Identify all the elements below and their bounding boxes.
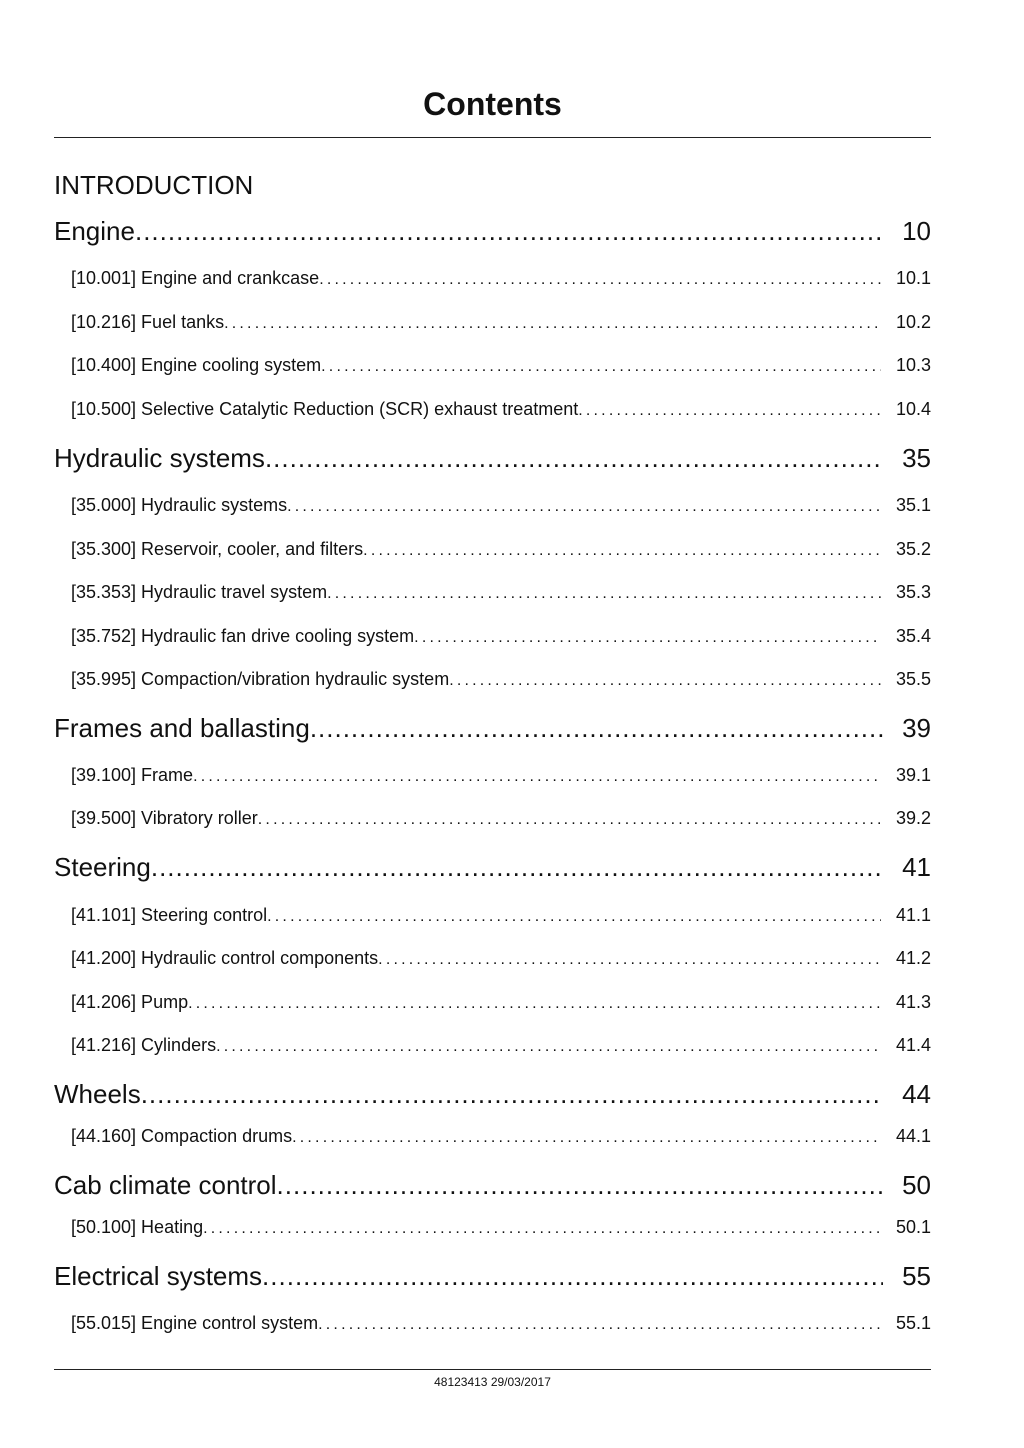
toc-section-label: [10.001] Engine and crankcase — [71, 268, 320, 288]
toc-chapter-page: 10 — [902, 216, 931, 246]
toc-chapter-frames-and-ballasting[interactable] — [54, 713, 931, 744]
toc-section-page: 41.1 — [895, 905, 931, 925]
toc-section-35-752[interactable] — [71, 626, 931, 647]
toc-section-label: [41.101] Steering control — [71, 905, 268, 925]
toc-section-page: 35.1 — [895, 495, 931, 515]
toc-chapter-page: 44 — [902, 1079, 931, 1109]
dot-leader — [193, 768, 881, 786]
dot-leader — [414, 629, 881, 647]
dot-leader — [321, 358, 881, 376]
title-divider — [54, 137, 931, 138]
toc-section-44-160[interactable] — [71, 1126, 931, 1147]
dot-leader — [135, 216, 883, 247]
toc-section-label: [35.995] Compaction/vibration hydraulic system — [71, 669, 450, 689]
toc-section-label: [10.216] Fuel tanks — [71, 312, 225, 332]
toc-section-55-015[interactable] — [71, 1313, 931, 1334]
toc-section-35-353[interactable] — [71, 582, 931, 603]
toc-section-label: [50.100] Heating — [71, 1217, 204, 1237]
dot-leader — [265, 443, 883, 474]
toc-chapter-label: Frames and ballasting — [54, 713, 310, 743]
dot-leader — [318, 1316, 881, 1334]
dot-leader — [277, 1170, 883, 1201]
toc-section-page: 35.2 — [895, 539, 931, 559]
dot-leader — [292, 1129, 881, 1147]
toc-section-39-100[interactable] — [71, 765, 931, 786]
toc-section-35-000[interactable] — [71, 495, 931, 516]
toc-section-label: [44.160] Compaction drums — [71, 1126, 293, 1146]
toc-chapter-cab-climate-control[interactable] — [54, 1170, 931, 1201]
toc-section-label: [35.752] Hydraulic fan drive cooling system — [71, 626, 415, 646]
dot-leader — [310, 713, 883, 744]
toc-chapter-steering[interactable] — [54, 852, 931, 883]
toc-section-41-216[interactable] — [71, 1035, 931, 1056]
toc-section-label: [10.400] Engine cooling system — [71, 355, 322, 375]
dot-leader — [327, 585, 881, 603]
toc-section-page: 44.1 — [895, 1126, 931, 1146]
toc-section-label: [10.500] Selective Catalytic Reduction (SCR) exhaust treatment — [71, 399, 579, 419]
toc-section-page: 10.4 — [895, 399, 931, 419]
toc-section-label: [41.216] Cylinders — [71, 1035, 217, 1055]
toc-section-50-100[interactable] — [71, 1217, 931, 1238]
dot-leader — [262, 1261, 883, 1292]
toc-chapter-wheels[interactable] — [54, 1079, 931, 1110]
toc-section-label: [55.015] Engine control system — [71, 1313, 319, 1333]
toc-section-page: 50.1 — [895, 1217, 931, 1237]
toc-section-page: 41.4 — [895, 1035, 931, 1055]
dot-leader — [188, 995, 881, 1013]
toc-chapter-page: 35 — [902, 443, 931, 473]
dot-leader — [449, 672, 881, 690]
dot-leader — [258, 811, 881, 829]
toc-section-10-400[interactable] — [71, 355, 931, 376]
toc-section-10-216[interactable] — [71, 312, 931, 333]
toc-section-35-995[interactable] — [71, 669, 931, 690]
toc-section-page: 10.3 — [895, 355, 931, 375]
toc-section-page: 35.4 — [895, 626, 931, 646]
dot-leader — [141, 1079, 883, 1110]
toc-section-39-500[interactable] — [71, 808, 931, 829]
toc-chapter-page: 39 — [902, 713, 931, 743]
toc-section-41-101[interactable] — [71, 905, 931, 926]
toc-section-page: 41.2 — [895, 948, 931, 968]
toc-chapter-label: Cab climate control — [54, 1170, 277, 1200]
dot-leader — [378, 951, 881, 969]
toc-chapter-page: 50 — [902, 1170, 931, 1200]
dot-leader — [203, 1220, 881, 1238]
dot-leader — [224, 315, 881, 333]
toc-section-page: 10.1 — [895, 268, 931, 288]
toc-section-label: [41.206] Pump — [71, 992, 189, 1012]
dot-leader — [216, 1038, 881, 1056]
toc-section-label: [35.000] Hydraulic systems — [71, 495, 288, 515]
toc-section-10-500[interactable] — [71, 399, 931, 420]
dot-leader — [363, 542, 881, 560]
toc-chapter-hydraulic-systems[interactable] — [54, 443, 931, 474]
toc-section-page: 41.3 — [895, 992, 931, 1012]
page-title: Contents — [423, 86, 562, 122]
toc-chapter-label: Hydraulic systems — [54, 443, 265, 473]
dot-leader — [578, 402, 881, 420]
toc-section-label: [39.500] Vibratory roller — [71, 808, 258, 828]
toc-chapter-engine[interactable] — [54, 216, 931, 247]
toc-section-page: 35.3 — [895, 582, 931, 602]
toc-section-label: [39.100] Frame — [71, 765, 194, 785]
toc-section-page: 35.5 — [895, 669, 931, 689]
toc-chapter-page: 55 — [902, 1261, 931, 1291]
toc-section-page: 10.2 — [895, 312, 931, 332]
toc-section-41-206[interactable] — [71, 992, 931, 1013]
toc-chapter-label: Engine — [54, 216, 135, 246]
toc-chapter-page: 41 — [902, 852, 931, 882]
footer-document-id: 48123413 29/03/2017 — [434, 1375, 551, 1389]
dot-leader — [151, 852, 883, 883]
toc-chapter-label: Steering — [54, 852, 151, 882]
dot-leader — [287, 498, 881, 516]
toc-chapter-electrical-systems[interactable] — [54, 1261, 931, 1292]
footer-divider — [54, 1369, 931, 1370]
toc-section-page: 55.1 — [895, 1313, 931, 1333]
toc-chapter-label: Wheels — [54, 1079, 141, 1109]
introduction-heading[interactable]: INTRODUCTION — [54, 170, 254, 200]
dot-leader — [267, 908, 881, 926]
toc-section-page: 39.1 — [895, 765, 931, 785]
toc-section-35-300[interactable] — [71, 539, 931, 560]
toc-section-label: [35.353] Hydraulic travel system — [71, 582, 328, 602]
dot-leader — [319, 271, 881, 289]
toc-chapter-label: Electrical systems — [54, 1261, 263, 1291]
toc-section-label: [35.300] Reservoir, cooler, and filters — [71, 539, 364, 559]
toc-section-label: [41.200] Hydraulic control components — [71, 948, 379, 968]
toc-section-10-001[interactable] — [71, 268, 931, 289]
toc-section-page: 39.2 — [895, 808, 931, 828]
toc-section-41-200[interactable] — [71, 948, 931, 969]
